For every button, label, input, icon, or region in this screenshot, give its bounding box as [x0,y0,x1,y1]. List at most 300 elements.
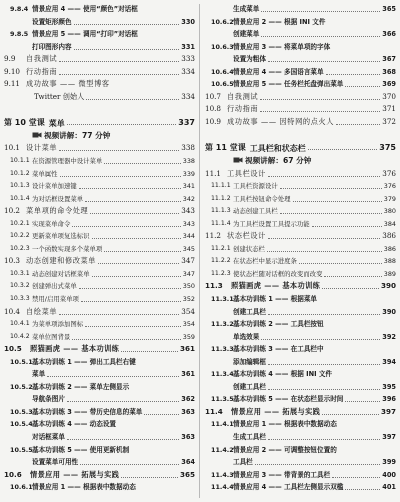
dot-leader [260,99,380,100]
toc-page-number: 401 [381,481,396,494]
dot-leader [322,288,379,289]
toc-page-number: 341 [182,180,195,193]
toc-entry-title: 动态创建对话框菜单 [32,269,90,278]
toc-entry-number: 10.1 [4,143,21,153]
toc-page-number: 347 [182,268,195,281]
dot-leader [86,99,179,100]
toc-entry-title: 基本功训练 5 —— 使用更新机制 [32,445,130,454]
toc-entry-title: 禁用/启用菜单项 [32,294,79,303]
toc-video-note [205,155,396,168]
toc-entry-number: 11.4.1 [211,420,234,429]
toc-page-number: 389 [383,268,396,281]
toc-entry-title: 成功故事 —— 因特网的点火人 [227,116,335,126]
toc-page-number: 330 [180,16,195,29]
toc-entry-number: 10.4.2 [10,332,30,340]
toc-page-number: 359 [182,331,195,344]
toc-page-number: 375 [378,141,396,155]
toc-entry-title: 情景应用 4 —— 使用“颜色”对话框 [32,5,138,13]
dot-leader [268,238,380,239]
toc-entry-title: 菜单 [32,370,46,379]
toc-entry [205,205,396,218]
toc-page-number: 366 [381,28,396,41]
dot-leader [345,489,380,490]
toc-entry-title: 工具栏 [233,458,253,467]
toc-page-number: 363 [180,431,195,444]
toc-entry [4,381,195,394]
toc-entry-title: 创建工具栏 [233,307,266,316]
dot-leader [261,339,380,340]
toc-page-number: 376 [381,168,396,181]
toc-entry-title: 动态创建和修改菜单 [26,256,97,266]
toc-entry [4,306,195,319]
toc-entry [4,280,195,293]
toc-entry-number: 10.6.5 [211,80,234,89]
toc-entry-title: 成功故事 —— 微型博客 [26,79,110,89]
toc-entry [205,280,396,293]
toc-entry-number: 10.6 [4,469,22,479]
dot-leader [261,36,380,37]
toc-entry-number: 11.3.2 [211,320,234,329]
toc-entry-title: 工具栏资源设计 [233,182,278,191]
toc-entry [205,368,396,381]
toc-entry [205,103,396,116]
toc-entry [4,456,195,469]
toc-spacer [4,103,195,116]
toc-entry-title: 情景应用 2 —— 根据 INI 文件 [233,17,326,26]
toc-entry-title: 基本功训练 2 —— 工具栏按钮 [233,320,324,329]
toc-entry-title: 工具栏设计 [227,168,266,178]
toc-entry-number: 9.8.4 [10,5,29,13]
toc-video-duration [4,130,110,143]
toc-entry-number: 10.5.5 [10,445,33,454]
toc-entry-number: 11.2.1 [211,244,231,252]
toc-entry-number: 9.10 [4,66,21,76]
toc-entry-number: 11.3 [205,281,223,291]
toc-entry-title: 菜单 [48,117,65,128]
toc-page-number: 343 [180,205,195,218]
toc-entry [205,418,396,431]
toc-entry-number: 10.1.4 [10,194,30,202]
toc-video-duration [205,155,311,168]
toc-entry-number: 10.6.2 [211,17,234,26]
toc-entry [4,66,195,79]
toc-page-number: 376 [383,180,396,193]
toc-entry-number: 10.1.3 [10,182,30,190]
toc-entry-number: 10.6.3 [211,42,234,51]
toc-entry [4,368,195,381]
dot-leader [267,251,382,252]
toc-entry-title: 工具栏和状态栏 [249,143,306,154]
toc-entry-title: 基本功训练 4 —— 根据 INI 文件 [233,370,333,379]
toc-entry-title: 自绘菜单 [26,306,58,316]
toc-page-number: 363 [180,406,195,419]
toc-page-number: 361 [180,368,195,381]
toc-entry [4,431,195,444]
toc-entry-number: 11.1.2 [211,194,231,202]
dot-leader [293,201,382,202]
toc-entry [205,53,396,66]
toc-video-note [4,130,195,143]
toc-entry [205,78,396,91]
toc-entry-number: 第 10 堂课 [4,117,45,127]
dot-leader [268,314,380,315]
toc-entry-title: 为菜单项添加图标 [32,320,84,329]
toc-entry [205,116,396,129]
toc-page-number: 338 [180,142,195,155]
toc-page-number: 352 [182,293,195,306]
toc-entry-title: Twitter 创始人 [34,91,85,101]
toc-spacer [205,128,396,141]
toc-entry-title: 情景应用 5 —— 调用“打印”对话框 [32,30,138,39]
toc-entry [205,243,396,256]
toc-entry [4,243,195,256]
toc-entry-title: 导航条图片 [32,395,65,404]
dot-leader [92,238,181,239]
toc-entry-title: 为工具栏设置工具提示功能 [233,219,310,228]
toc-entry-title: 设计菜单 [26,143,58,153]
dot-leader [81,301,181,302]
toc-entry-number: 10.5.2 [10,382,33,391]
toc-entry [205,331,396,344]
toc-video-text: 视频讲解：67 分钟 [245,156,312,166]
dot-leader [90,213,179,214]
toc-entry-title: 动态创建工具栏 [233,207,278,216]
toc-entry-number: 10.9 [205,116,222,126]
toc-entry-title: 设计菜单加速键 [32,182,77,191]
dot-leader [74,49,180,50]
toc-entry [205,306,396,319]
toc-page-number: 347 [180,255,195,268]
toc-page-number: 386 [383,243,396,256]
toc-entry-number: 10.5.4 [10,420,33,429]
dot-leader [268,364,380,365]
toc-page-number: 338 [182,155,195,168]
toc-page-number: 350 [182,280,195,293]
toc-entry-number: 11.4.2 [211,445,234,454]
toc-page-number: 369 [381,78,396,91]
dot-leader [67,439,179,440]
toc-entry-number: 9.8.5 [10,30,29,39]
toc-entry-title: 照猫画虎 —— 基本功训练 [30,344,120,354]
toc-entry [205,255,396,268]
dot-leader [280,213,382,214]
toc-entry-number: 10.5.1 [10,357,33,366]
column-divider [199,4,200,498]
toc-entry-title: 情景应用 —— 拓展与实践 [30,469,120,479]
toc-entry-number: 9.11 [4,79,21,89]
dot-leader [261,11,380,12]
dot-leader [67,401,179,402]
toc-entry-number: 10.8 [205,104,222,114]
toc-entry-number: 11.4.3 [211,470,234,479]
toc-page-number: 388 [383,255,396,268]
toc-entry [4,406,195,419]
dot-leader [92,276,181,277]
toc-page-number: 392 [381,331,396,344]
dot-leader [268,61,380,62]
toc-entry [205,406,396,419]
toc-chapter-heading [205,141,396,155]
toc-page-number: 337 [177,116,195,130]
toc-entry-number: 10.3.3 [10,294,30,302]
toc-entry-title: 情景应用 1 —— 根据表中数据动态 [233,420,337,429]
toc-entry-number: 11.1 [205,168,222,178]
toc-page-number: 394 [381,356,396,369]
toc-entry-title: 菜单位图背景 [32,332,71,341]
toc-page-number: 386 [381,230,396,243]
toc-entry [4,230,195,243]
toc-page-number: 361 [179,343,195,356]
dot-leader [79,288,181,289]
toc-page-number: 334 [180,91,195,104]
toc-entry [4,3,195,16]
dot-leader [59,150,179,151]
video-camera-icon [32,131,42,139]
toc-entry-number: 11.4 [205,406,223,416]
toc-entry [205,28,396,41]
toc-entry [4,78,195,91]
toc-left-column [4,3,195,494]
toc-entry-title: 生成工具栏 [233,433,266,441]
toc-entry-title: 工具栏按钮命令处理 [233,194,291,203]
toc-entry [4,343,195,356]
dot-leader [59,74,179,75]
toc-entry [205,168,396,181]
toc-page-number: 345 [182,243,195,256]
toc-page-number: 343 [182,218,195,231]
toc-entry-number: 10.1.1 [10,156,30,164]
toc-entry-title: 基本功训练 2 —— 菜单左侧显示 [32,382,130,391]
toc-entry-title: 单选效果 [233,332,260,341]
toc-page-number: 396 [381,393,396,406]
dot-leader [72,226,180,227]
toc-entry-number: 10.4.1 [10,320,30,328]
toc-entry-title: 情景应用 4 —— 工具栏左侧显示双槛 [233,483,344,492]
toc-page-number: 390 [380,280,396,293]
dot-leader [345,86,380,87]
toc-page-number: 362 [180,393,195,406]
dot-leader [345,401,380,402]
toc-entry-title: 为对话框设置菜单 [32,194,84,203]
toc-entry-title: 生成菜单 [233,5,260,13]
toc-entry-number: 11.2 [205,231,222,241]
dot-leader [336,124,380,125]
toc-entry-title: 实现菜单命令 [32,219,71,228]
toc-page-number: 331 [180,41,195,54]
toc-entry [4,142,195,155]
toc-entry-title: 自我测试 [26,54,58,64]
toc-entry-title: 创建菜单 [233,30,260,39]
toc-entry-number: 11.4.4 [211,483,234,492]
toc-entry [4,168,195,181]
dot-leader [72,339,180,340]
toc-entry [205,218,396,231]
dot-leader [60,176,181,177]
toc-entry [205,193,396,206]
toc-entry [4,218,195,231]
toc-entry [4,155,195,168]
toc-entry-title: 创建工具栏 [233,382,266,391]
toc-entry-title: 基本功训练 5 —— 在状态栏显示时间 [233,395,344,404]
toc-entry [205,481,396,494]
toc-entry-title: 基本功训练 1 —— 弹出工具栏右键 [32,357,136,366]
dot-leader [104,251,181,252]
toc-entry-title: 打印图形内容 [32,42,72,51]
toc-entry [4,28,195,41]
dot-leader [85,201,181,202]
toc-chapter-heading [4,116,195,130]
toc-entry [205,444,396,457]
toc-entry-title: 菜单属性 [32,169,58,178]
toc-page-number: 344 [182,230,195,243]
toc-entry [4,393,195,406]
toc-entry-title: 照猫画虎 —— 基本功训练 [231,281,321,291]
toc-entry [4,418,195,431]
toc-page-number: 399 [381,456,396,469]
dot-leader [121,477,178,478]
toc-entry [4,444,195,457]
toc-entry-number: 第 11 堂课 [205,143,246,153]
toc-entry [205,66,396,79]
toc-entry-number: 11.1.3 [211,207,231,215]
toc-entry-number: 11.3.1 [211,294,234,303]
toc-entry-number: 11.2.3 [211,269,231,277]
toc-entry-number: 10.2.1 [10,219,30,227]
toc-entry-title: 更新菜单项复选标识 [32,232,90,241]
dot-leader [121,351,178,352]
toc-entry-title: 创建状态栏 [233,244,265,253]
toc-entry-title: 创建弹出式菜单 [32,282,77,291]
toc-entry-title: 设置为粗体 [233,55,266,64]
toc-page-number: 371 [381,103,396,116]
toc-page-number: 397 [381,431,396,444]
dot-leader [47,376,179,377]
toc-entry [4,318,195,331]
toc-entry-number: 10.3.2 [10,282,30,290]
toc-entry-number: 11.3.4 [211,370,234,379]
toc-entry-title: 自我测试 [227,91,259,101]
toc-entry [4,205,195,218]
toc-entry [205,456,396,469]
dot-leader [85,326,181,327]
toc-entry-title: 行动指南 [26,66,58,76]
toc-entry [4,356,195,369]
toc-entry-title: 在资源管理器中设计菜单 [32,156,103,165]
toc-entry [205,469,396,482]
toc-entry [205,3,396,16]
toc-entry [205,318,396,331]
dot-leader [74,24,180,25]
dot-leader [308,149,378,150]
toc-entry-title: 情景应用 3 —— 带背景的工具栏 [233,470,331,479]
toc-entry [205,381,396,394]
toc-entry-title: 基本功训练 1 —— 根据菜单 [233,294,318,303]
toc-entry [205,393,396,406]
toc-entry-title: 基本功训练 3 —— 在工具栏中 [233,345,324,354]
toc-entry-number: 10.4 [4,306,21,316]
dot-leader [312,226,382,227]
toc-entry [4,255,195,268]
toc-entry [4,293,195,306]
toc-entry-title: 对话框菜单 [32,433,65,441]
toc-entry [4,481,195,494]
toc-page-number: 372 [381,116,396,129]
toc-entry-number: 10.1.2 [10,169,30,177]
toc-page-number: 390 [381,306,396,319]
toc-entry [205,41,396,54]
dot-leader [324,276,381,277]
toc-page-number: 342 [182,193,195,206]
toc-entry-number: 11.2.2 [211,257,231,265]
toc-entry-number: 10.6.1 [10,483,33,492]
toc-entry [4,16,195,29]
toc-entry-title: 情景应用 3 —— 将菜单项的字体 [233,42,331,51]
toc-entry [4,193,195,206]
toc-entry-number: 10.7 [205,91,222,101]
dot-leader [299,263,382,264]
toc-entry-number: 11.3.5 [211,395,234,404]
dot-leader [104,163,181,164]
toc-entry-title: 在状态栏中显示进度条 [233,257,297,266]
video-camera-icon [233,156,243,164]
toc-video-text: 视频讲解：77 分钟 [44,130,111,140]
toc-entry-number: 9.9 [4,54,16,64]
toc-entry-number: 11.1.4 [211,219,231,227]
toc-entry [4,180,195,193]
toc-entry [205,431,396,444]
toc-entry [205,268,396,281]
toc-entry-number: 10.3 [4,256,21,266]
toc-right-column [205,3,396,494]
toc-entry [205,16,396,29]
toc-entry [205,293,396,306]
toc-entry [4,41,195,54]
dot-leader [268,176,380,177]
toc-entry-title: 添加编辑框 [233,357,266,366]
dot-leader [268,389,380,390]
dot-leader [280,188,382,189]
toc-entry-title: 情景应用 2 —— 可调整按钮位置的 [233,445,337,454]
toc-page-number: 365 [381,3,396,16]
toc-entry-title: 状态栏设计 [227,231,266,241]
toc-page-number: 370 [381,91,396,104]
dot-leader [59,314,179,315]
toc-page-number: 379 [383,193,396,206]
toc-entry-title: 情景应用 1 —— 根据表中数据动态 [32,483,136,492]
dot-leader [332,477,380,478]
toc-entry-title: 使状态栏随对话框的改变而改变 [233,269,323,278]
toc-entry-number: 10.2 [4,206,21,216]
toc-entry-title: 一个函数实现多个菜单项 [32,244,103,253]
toc-entry-number: 10.2.3 [10,244,30,252]
toc-entry-title: 情景应用 4 —— 多国语言菜单 [233,67,324,76]
toc-entry [205,230,396,243]
dot-leader [260,111,380,112]
toc-entry [4,469,195,482]
toc-entry-number: 10.3.1 [10,269,30,277]
toc-entry [4,268,195,281]
toc-entry-number: 11.3.3 [211,345,234,354]
dot-leader [268,439,380,440]
toc-entry-title: 设置矩形颜色 [32,17,72,26]
toc-entry [4,331,195,344]
toc-entry [205,356,396,369]
toc-entry-title: 基本功训练 3 —— 带历史信息的菜单 [32,407,143,416]
toc-entry-title: 设置菜单可用性 [32,458,79,467]
toc-page-number: 364 [180,456,195,469]
dot-leader [144,414,179,415]
toc-page-number: 397 [380,406,396,419]
